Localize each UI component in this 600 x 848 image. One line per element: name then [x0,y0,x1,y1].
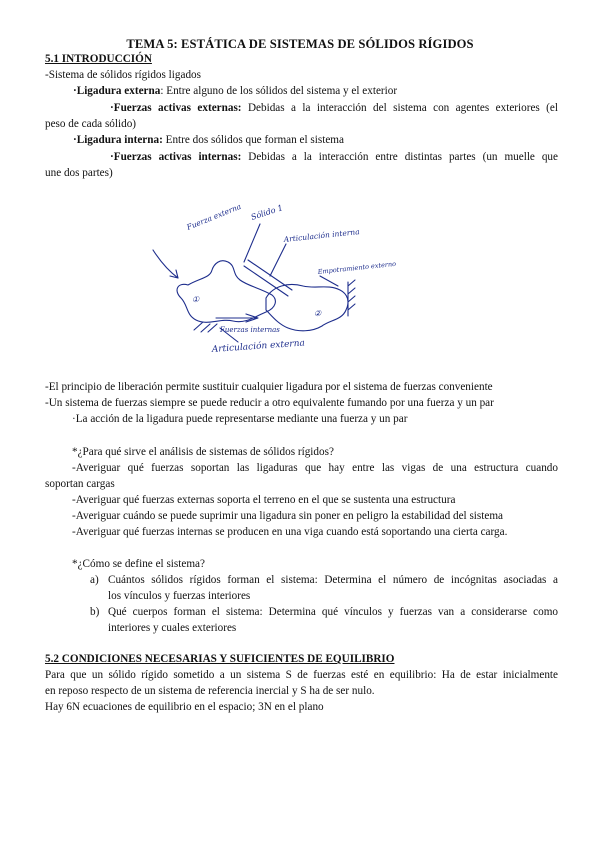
hand-drawn-sketch [148,190,397,360]
external-constraint-text: : Entre alguno de los sólidos del sistema y el exterior [160,85,398,97]
figure-label-internal-forces: Fuerzas internas [220,326,280,334]
internal-hinge-rod [244,260,292,296]
external-forces-line [110,101,558,116]
external-constraint-line [73,84,397,99]
external-forces-line-2: peso de cada sólido) [45,118,137,130]
internal-forces-line-2: une dos partes) [45,167,113,179]
answer-2: -Averiguar qué fuerzas externas soporta el terreno en el que se sustenta una estructura [72,494,456,506]
internal-constraint-text: Entre dos sólidos que forman el sistema [162,134,344,146]
external-constraint-label: ·Ligadura externa [73,85,161,97]
external-forces-label: ·Fuerzas activas externas: [110,102,242,114]
page-title: TEMA 5: ESTÁTICA DE SISTEMAS DE SÓLIDOS RÍGIDOS [126,37,474,51]
principle-line-3: ·La acción de la ligadura puede representarse mediante una fuerza y un par [72,413,408,425]
external-hinge-hatch [194,322,217,332]
solid-2-outline [266,285,348,331]
question-definition: *¿Cómo se define el sistema? [72,558,205,570]
answer-1-cont: soportan cargas [45,478,115,490]
equilibrium-paragraph-cont: en reposo respecto de un sistema de referencia inercial y S ha de ser nulo. [45,685,375,697]
list-item-a-cont: los vínculos y fuerzas interiores [108,590,251,602]
solid-marker-1: ① [192,295,200,304]
external-forces-text: Debidas a la interacción del sistema con agentes exteriores (el [241,102,558,114]
section-heading-introduction: 5.1 INTRODUCCIÓN [45,53,152,65]
figure-label-internal-hinge: Articulación interna [283,227,361,244]
principle-line-2: -Un sistema de fuerzas siempre se puede reducir a otro equivalente fumando por una fuerza y un par [45,397,494,409]
equilibrium-equations: Hay 6N ecuaciones de equilibrio en el espacio; 3N en el plano [45,701,324,713]
list-item-b-cont: interiores y cuales exteriores [108,622,237,634]
answer-4: -Averiguar qué fuerzas internas se producen en una viga cuando está soportando una cierta carga. [72,526,508,538]
list-marker-b: b) [90,606,100,618]
list-marker-a: a) [90,574,99,586]
internal-forces-text: Debidas a la interacción entre distintas partes (un muelle que [241,151,558,163]
internal-constraint-label: ·Ligadura interna: [73,134,163,146]
figure-label-external-hinge: Articulación externa [211,338,306,355]
internal-forces-label: ·Fuerzas activas internas: [110,151,242,163]
figure-label-solid-1: Sólido 1 [249,203,284,222]
question-analysis: *¿Para qué sirve el análisis de sistemas de sólidos rígidos? [72,446,334,458]
answer-1: -Averiguar qué fuerzas soportan las ligaduras que hay entre las vigas de una estructura cuando [72,462,558,474]
section-heading-equilibrium: 5.2 CONDICIONES NECESARIAS Y SUFICIENTES DE EQUILIBRIO [45,653,395,665]
equilibrium-paragraph: Para que un sólido rígido sometido a un sistema S de fuerzas esté en equilibrio: Ha de estar inicialmente [45,669,558,681]
solid-marker-2: ② [314,309,322,318]
fixed-support-hatch [348,280,355,316]
figure-label-fixed-support: Empotramiento externo [317,259,397,276]
internal-forces-line [110,150,558,165]
solid-1-outline [177,261,275,323]
external-force-arrow [153,250,178,278]
list-item-b: Qué cuerpos forman el sistema: Determina qué vínculos y fuerzas van a considerarse como [108,606,558,618]
internal-constraint-line [73,133,344,148]
figure-label-external-force: Fuerza externa [185,201,243,232]
principle-line-1: -El principio de liberación permite sustituir cualquier ligadura por el sistema de fuerzas conveniente [45,381,493,393]
list-item-a: Cuántos sólidos rígidos forman el sistema: Determina el número de incógnitas asociadas a [108,574,558,586]
leader-lines [220,224,338,342]
intro-line: -Sistema de sólidos rígidos ligados [45,69,201,81]
answer-3: -Averiguar cuándo se puede suprimir una ligadura sin poner en peligro la estabilidad del sistema [72,510,503,522]
